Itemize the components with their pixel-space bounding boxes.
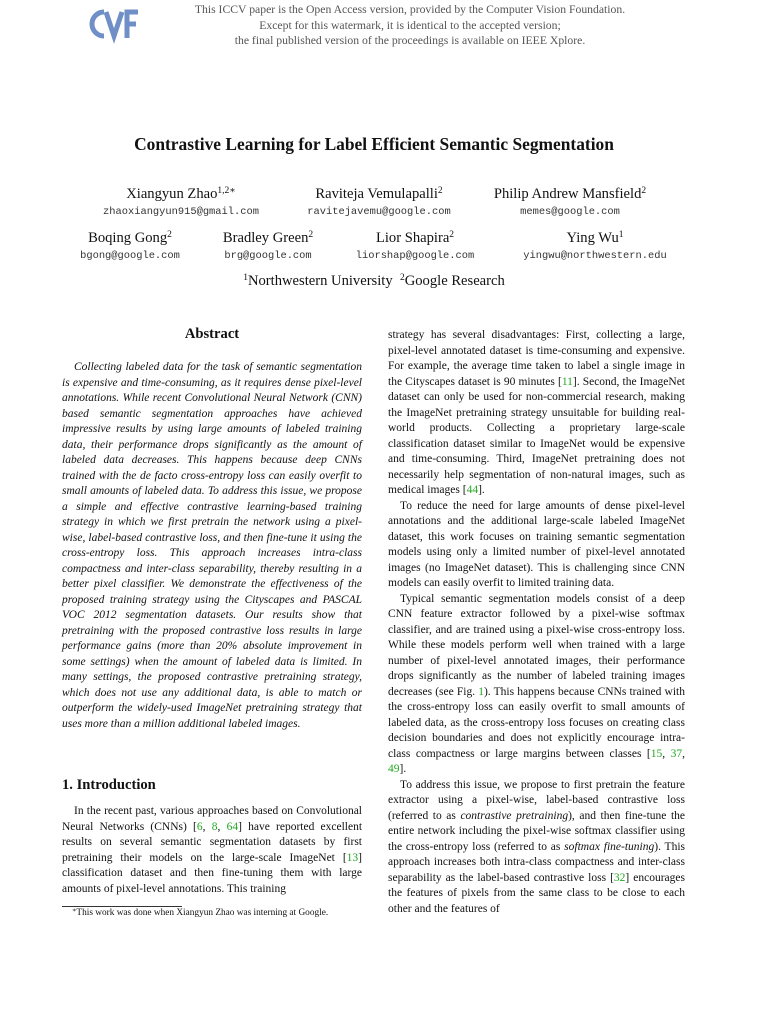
citation-link[interactable]: 37 bbox=[670, 747, 683, 760]
citation-link[interactable]: 44 bbox=[466, 484, 479, 496]
abstract-heading: Abstract bbox=[184, 326, 240, 342]
cvf-logo bbox=[84, 4, 140, 44]
author-block bbox=[335, 229, 495, 262]
author-name: Philip Andrew Mansfield$^2$ bbox=[493, 186, 647, 202]
author-email: yingwu@northwestern.edu bbox=[523, 250, 667, 262]
citation-link[interactable]: 8 bbox=[211, 820, 218, 833]
footnote-divider bbox=[62, 906, 182, 907]
citation-link[interactable]: 49 bbox=[388, 763, 400, 775]
watermark-line: Except for this watermark, it is identical to the accepted version; bbox=[259, 18, 561, 32]
citation-link[interactable]: 15 bbox=[650, 747, 663, 760]
right-column bbox=[388, 328, 685, 917]
paragraph: strategy has several disadvantages: First, collecting a large, pixel-level annotated dataset is time-consuming and expensive. For example, the average time taken to label a single image in the Cityscapes dataset is 90 minutes [11]. Second, the ImageNet dataset can only be used for non-commercial research, making the ImageNet pretraining strategy unsuitable for building real-world products. Collecting a proprietary large-scale classification dataset similar to ImageNet would be expensive and time-consuming. Third, ImageNet pretraining does not necessarily help segmentation of non-natural images, such as medical images [44]. bbox=[388, 329, 686, 496]
citation-link[interactable]: 32 bbox=[613, 871, 626, 884]
introduction-paragraph: In the recent past, various approaches based on Convolutional Neural Networks (CNNs) [6, 8, 64] have reported excellent results on several semantic segmentation datasets by first pretraining their models on the large-scale ImageNet [13] classification dataset and then fine-tuning them with large amounts of pixel-level annotations. This training bbox=[62, 805, 363, 895]
paragraph: To reduce the need for large amounts of dense pixel-level annotations and the additional large-scale labeled ImageNet dataset, this work focuses on training semantic segmentation models using only a limited number of pixel-level annotated images (no ImageNet dataset). This is challenging since CNN models can easily overfit to limited training data. bbox=[388, 499, 685, 589]
author-block bbox=[86, 185, 276, 218]
author-name: Xiangyun Zhao$^{1,2∗}$ bbox=[126, 186, 236, 202]
footnote: ∗This work was done when Xiangyun Zhao was interning at Google. bbox=[72, 907, 329, 918]
citation-link[interactable]: 11 bbox=[561, 375, 573, 388]
section-heading-introduction: 1. Introduction bbox=[62, 777, 156, 793]
figure-link[interactable]: 1 bbox=[478, 685, 484, 698]
watermark-line: This ICCV paper is the Open Access version, provided by the Computer Vision Foundation. bbox=[194, 3, 626, 16]
affiliation-name: Google Research bbox=[404, 273, 505, 289]
author-block bbox=[55, 229, 205, 262]
open-access-watermark bbox=[160, 2, 660, 49]
affiliation-mark: 2 bbox=[399, 273, 405, 283]
author-block bbox=[470, 185, 670, 218]
citation-link[interactable]: 6 bbox=[196, 820, 203, 833]
author-name: Bradley Green$^2$ bbox=[222, 230, 314, 246]
paragraph: To address this issue, we propose to first pretrain the feature extractor using a pixel-wise, label-based contrastive loss (referred to as contrastive pretraining), and then fine-tune the entire network including the pixel-wise softmax classifier using the cross-entropy loss (referred to as softmax fine-tuning). This approach increases both intra-class compactness and inter-class separability as the label-based contrastive loss [32] encourages the features of pixels from the same class to be close to each other and the features of bbox=[388, 778, 686, 915]
abstract-text: Collecting labeled data for the task of semantic segmentation is expensive and time-consuming, as it requires dense pixel-level annotations. While recent Convolutional Neural Network (CNN) based semantic segmentation approaches have achieved impressive results by using large amounts of labeled training data, their performance drops significantly as the amount of labeled data decreases. This happens because deep CNNs trained with the de facto cross-entropy loss can easily overfit to small amounts of labeled data. To address this issue, we propose a simple and effective contrastive learning-based training strategy in which we first pretrain the network using a pixel-wise, label-based contrastive loss, and then fine-tune it using the cross-entropy loss. This approach increases intra-class compactness and inter-class separability, thereby resulting in a better pixel classifier. We demonstrate the effectiveness of the proposed training strategy using the Cityscapes and PASCAL VOC 2012 segmentation datasets. Our results show that pretraining with the proposed contrastive loss results in large performance gains (more than 20% absolute improvement in some settings) when the amount of labeled data is limited. In many settings, the proposed contrastive pretraining strategy, which does not use any additional data, is able to match or outperform the widely-used ImageNet pretraining strategy that uses more than a million additional labeled images. bbox=[62, 361, 362, 730]
citation-link[interactable]: 64 bbox=[226, 820, 239, 833]
paragraph: Typical semantic segmentation models consist of a deep CNN feature extractor followed by a pixel-wise softmax classifier, and are trained using a pixel-wise cross-entropy loss. While these models perform well when trained with a large number of pixel-level annotated images, their performance drops significantly as the number of labeled training images decreases (see Fig. 1). This happens because CNNs trained with the cross-entropy loss can easily overfit to small amounts of labeled data, as the cross-entropy loss focuses on creating class decision boundaries and does not explicitly encourage intra-class compactness or large margins between classes [15, 37, 49]. bbox=[388, 592, 685, 775]
affiliations bbox=[0, 273, 748, 290]
author-email: brg@google.com bbox=[224, 250, 312, 262]
affiliation-name: Northwestern University bbox=[247, 273, 393, 289]
author-email: ravitejavemu@google.com bbox=[307, 206, 451, 218]
author-email: zhaoxiangyun915@gmail.com bbox=[103, 206, 259, 218]
citation-link[interactable]: 13 bbox=[346, 851, 359, 864]
author-email: bgong@google.com bbox=[80, 250, 180, 262]
author-email: memes@google.com bbox=[520, 206, 620, 218]
author-name: Boqing Gong$^2$ bbox=[88, 230, 172, 246]
paper-title: Contrastive Learning for Label Efficient Semantic Segmentation bbox=[134, 134, 614, 154]
author-block bbox=[284, 185, 474, 218]
author-email: liorshap@google.com bbox=[355, 250, 475, 262]
author-block bbox=[193, 229, 343, 262]
affiliation-mark: 1 bbox=[243, 273, 248, 283]
watermark-line: the final published version of the proceedings is available on IEEE Xplore. bbox=[234, 34, 586, 47]
author-name: Lior Shapira$^2$ bbox=[375, 230, 455, 246]
author-name: Ying Wu$^1$ bbox=[566, 230, 624, 246]
author-block bbox=[500, 229, 690, 262]
author-name: Raviteja Vemulapalli$^2$ bbox=[315, 186, 443, 202]
